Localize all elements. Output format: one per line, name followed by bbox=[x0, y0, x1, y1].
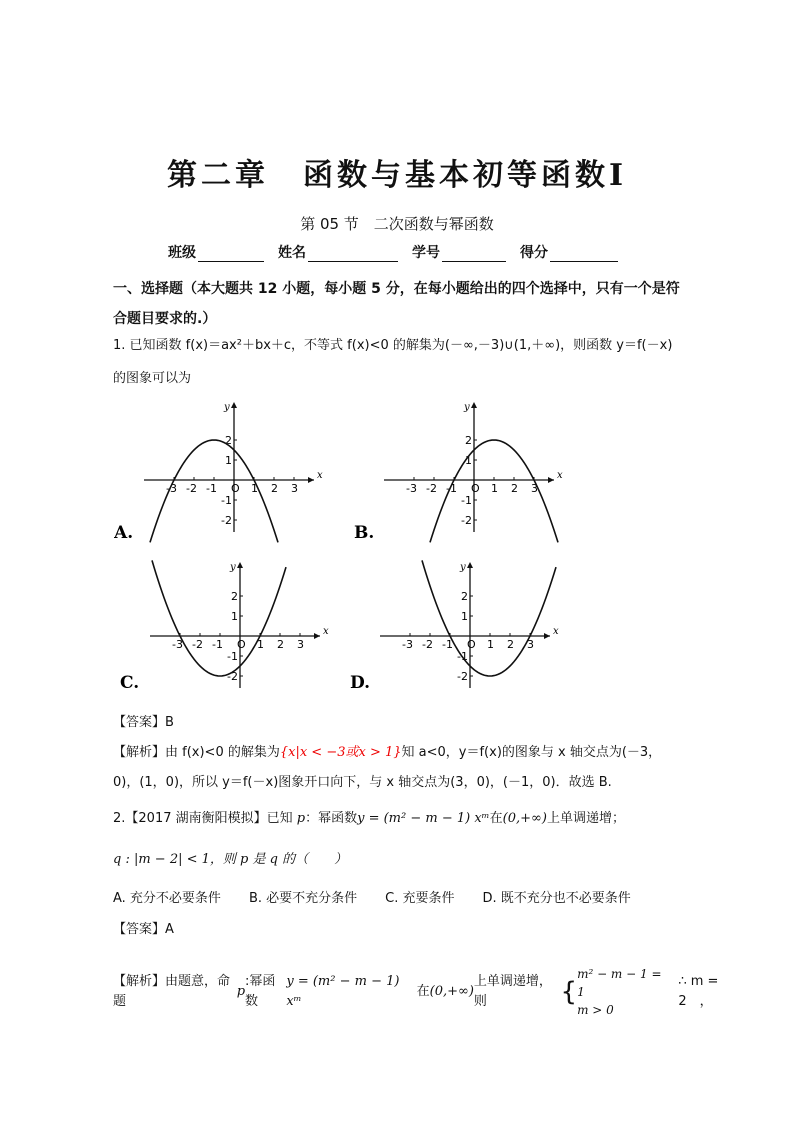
y-tick-label: 1 bbox=[231, 610, 238, 623]
parabola-curve bbox=[422, 560, 556, 676]
x-tick-label: -2 bbox=[192, 638, 203, 651]
y-tick-label: 2 bbox=[461, 590, 468, 603]
x-axis-name: x bbox=[557, 470, 563, 481]
q2-options bbox=[113, 887, 631, 906]
graph-label: B. bbox=[354, 523, 375, 543]
graph-d[interactable] bbox=[350, 556, 560, 696]
graph-c[interactable] bbox=[120, 556, 330, 696]
x-tick-label: -1 bbox=[442, 638, 453, 651]
x-axis-name: x bbox=[317, 470, 323, 481]
condition-1: m² − m − 1 = 1 bbox=[577, 967, 662, 999]
student-id-field[interactable]: 学号 bbox=[412, 242, 506, 262]
x-tick-label: O bbox=[471, 482, 480, 495]
section-subtitle: 第 05 节 二次函数与幂函数 bbox=[300, 215, 494, 233]
conclusion: ∴ m = 2 ， bbox=[678, 974, 719, 1009]
x-tick-label: O bbox=[231, 482, 240, 495]
option-c[interactable]: C. 充要条件 bbox=[385, 891, 455, 906]
y-axis-arrow bbox=[237, 562, 243, 568]
q2-answer: 【答案】A bbox=[113, 922, 174, 937]
x-tick-label: O bbox=[467, 638, 476, 651]
option-b[interactable]: B. 必要不充分条件 bbox=[248, 891, 358, 906]
y-axis-arrow bbox=[231, 402, 237, 408]
q1-answer: 【答案】B bbox=[113, 715, 174, 730]
y-tick-label: 1 bbox=[225, 454, 232, 467]
q1-analysis-line1: 【解析】由 f(x)<0 的解集为{x|x < −3或x > 1}知 a<0，y＝f(x)的图象与 x 轴交点为(－3， bbox=[113, 745, 662, 760]
q1-analysis-line2: 0)，(1，0)，所以 y＝f(－x)图象开口向下，与 x 轴交点为(3，0)，(－1，0)．故选 B. bbox=[113, 775, 612, 790]
y-tick-label: 2 bbox=[231, 590, 238, 603]
page-title: 第二章 函数与基本初等函数Ⅰ bbox=[166, 158, 628, 193]
y-axis-name: y bbox=[230, 562, 236, 573]
q1-stem-line2: 的图象可以为 bbox=[113, 371, 192, 386]
x-tick-label: 1 bbox=[491, 482, 498, 495]
x-tick-label: 3 bbox=[531, 482, 538, 495]
option-a[interactable]: A. 充分不必要条件 bbox=[113, 891, 221, 906]
x-tick-label: -3 bbox=[406, 482, 417, 495]
x-tick-label: 3 bbox=[297, 638, 304, 651]
graph-label: A. bbox=[114, 523, 134, 543]
y-tick-label: -2 bbox=[221, 514, 232, 527]
y-tick-label: -2 bbox=[457, 670, 468, 683]
y-tick-label: -1 bbox=[221, 494, 232, 507]
q1-stem-line1: 1. 已知函数 f(x)＝ax²＋bx＋c，不等式 f(x)<0 的解集为(－∞,－3)∪(1,＋∞)，则函数 y＝f(－x) bbox=[113, 338, 673, 353]
x-axis-arrow bbox=[544, 633, 550, 639]
x-tick-label: 2 bbox=[271, 482, 278, 495]
x-tick-label: 2 bbox=[511, 482, 518, 495]
x-tick-label: 3 bbox=[291, 482, 298, 495]
graph-label: C. bbox=[120, 673, 140, 693]
x-tick-label: -3 bbox=[172, 638, 183, 651]
x-axis-arrow bbox=[314, 633, 320, 639]
x-tick-label: -1 bbox=[212, 638, 223, 651]
y-tick-label: -2 bbox=[227, 670, 238, 683]
y-tick-label: 2 bbox=[225, 434, 232, 447]
x-tick-label: 2 bbox=[277, 638, 284, 651]
graph-label: D. bbox=[350, 673, 371, 693]
y-axis-name: y bbox=[224, 402, 230, 413]
q2-q-condition: q : |m − 2| < 1，则 p 是 q 的（ ） bbox=[113, 852, 348, 867]
x-tick-label: -1 bbox=[446, 482, 457, 495]
score-field[interactable]: 得分 bbox=[520, 242, 618, 262]
condition-2: m > 0 bbox=[577, 1003, 614, 1017]
x-tick-label: -2 bbox=[426, 482, 437, 495]
x-tick-label: 1 bbox=[487, 638, 494, 651]
x-axis-name: x bbox=[553, 626, 559, 637]
q2-stem: 2.【2017 湖南衡阳模拟】已知 p：幂函数y = (m² − m − 1) xᵐ在(0,+∞)上单调递增； bbox=[113, 811, 625, 826]
y-tick-label: 1 bbox=[465, 454, 472, 467]
y-axis-name: y bbox=[460, 562, 466, 573]
y-axis-arrow bbox=[467, 562, 473, 568]
class-field[interactable]: 班级 bbox=[168, 242, 264, 262]
x-tick-label: -3 bbox=[166, 482, 177, 495]
y-tick-label: 1 bbox=[461, 610, 468, 623]
section-heading: 一、选择题（本大题共 12 小题，每小题 5 分，在每小题给出的四个选择中，只有一个是符合题目要求的.） bbox=[113, 281, 680, 327]
parabola-curve bbox=[152, 560, 286, 676]
x-tick-label: 2 bbox=[507, 638, 514, 651]
y-tick-label: -2 bbox=[461, 514, 472, 527]
x-tick-label: 3 bbox=[527, 638, 534, 651]
y-tick-label: -1 bbox=[457, 650, 468, 663]
graph-a[interactable] bbox=[114, 396, 324, 546]
y-tick-label: 2 bbox=[465, 434, 472, 447]
x-axis-arrow bbox=[548, 477, 554, 483]
option-d[interactable]: D. 既不充分也不必要条件 bbox=[482, 891, 631, 906]
student-info-fields bbox=[168, 242, 618, 262]
y-tick-label: -1 bbox=[461, 494, 472, 507]
name-field[interactable]: 姓名 bbox=[278, 242, 398, 262]
x-tick-label: 1 bbox=[251, 482, 258, 495]
x-axis-name: x bbox=[323, 626, 329, 637]
x-tick-label: -2 bbox=[186, 482, 197, 495]
x-axis-arrow bbox=[308, 477, 314, 483]
q2-analysis: 【解析】由题意，命题 p :幂函数 y = (m² − m − 1) xᵐ 在 (0,+∞) 上单调递增，则 { m² − m − 1 = 1 m > 0 ∴ m = 2 ， bbox=[113, 965, 753, 1019]
graph-b[interactable] bbox=[354, 396, 564, 546]
x-tick-label: -3 bbox=[402, 638, 413, 651]
x-tick-label: O bbox=[237, 638, 246, 651]
x-tick-label: -1 bbox=[206, 482, 217, 495]
solution-set: {x|x < −3或x > 1} bbox=[279, 745, 402, 760]
x-tick-label: 1 bbox=[257, 638, 264, 651]
y-axis-arrow bbox=[471, 402, 477, 408]
y-axis-name: y bbox=[464, 402, 470, 413]
x-tick-label: -2 bbox=[422, 638, 433, 651]
y-tick-label: -1 bbox=[227, 650, 238, 663]
